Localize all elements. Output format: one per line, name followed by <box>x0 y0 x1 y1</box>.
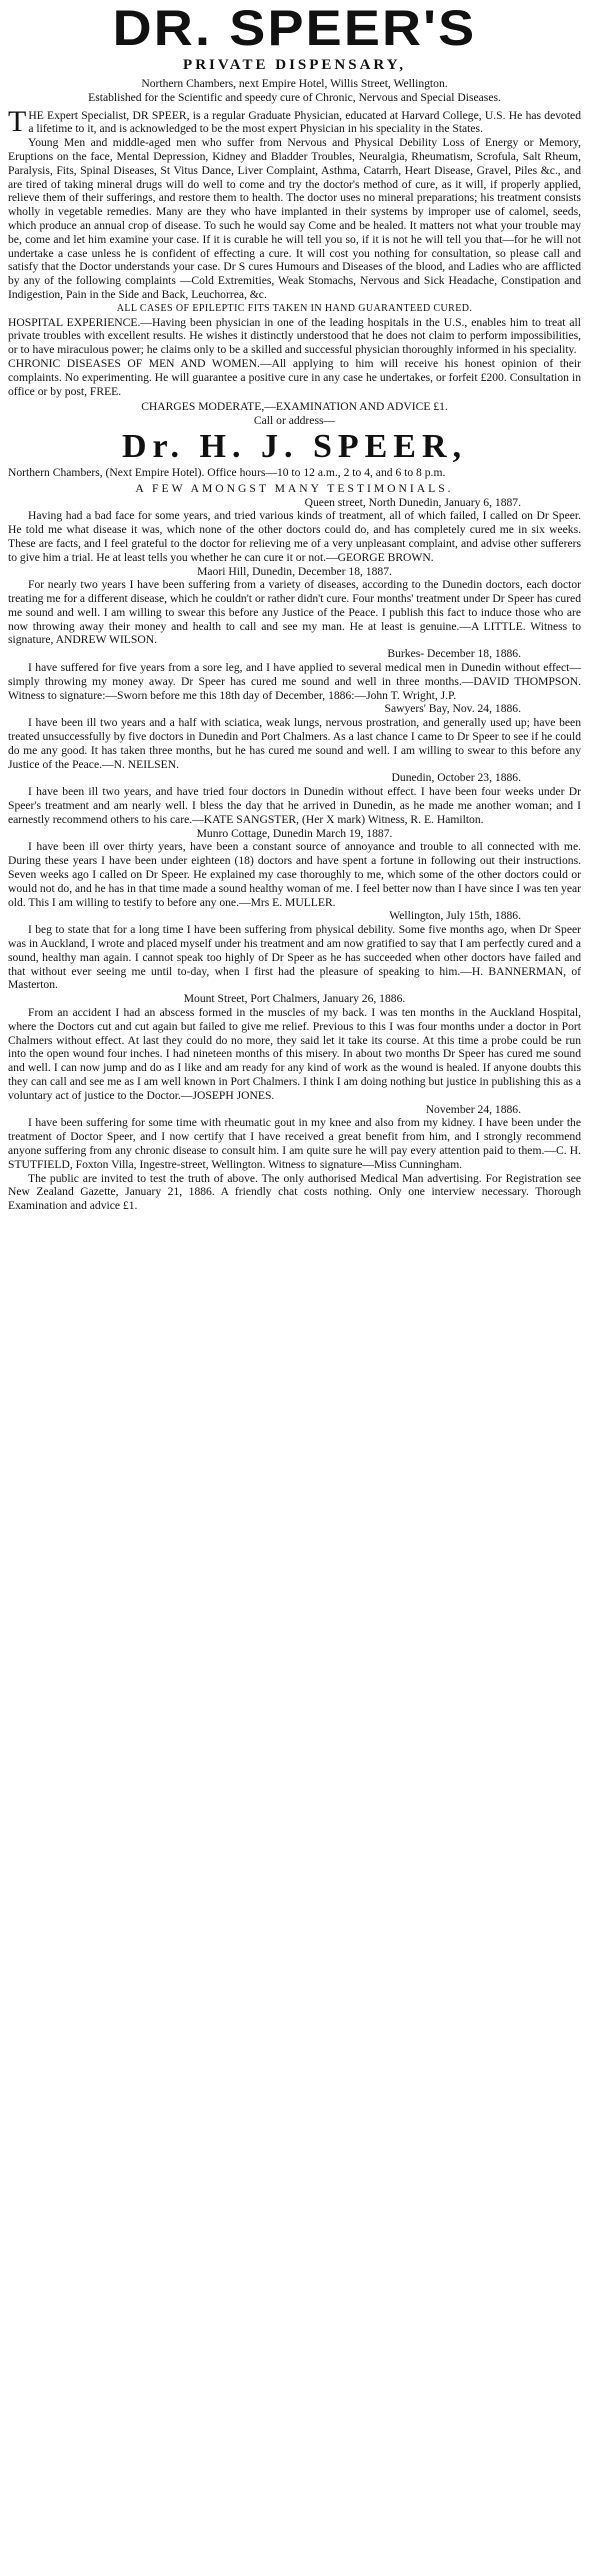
testimonial-1 <box>8 496 581 565</box>
office-hours-line: Northern Chambers, (Next Empire Hotel). Office hours—10 to 12 a.m., 2 to 4, and 6 to 8 p.m. <box>8 465 446 479</box>
testimonial-place: November 24, 1886. <box>425 1102 521 1116</box>
testimonial-text: I have been ill two years and a half with sciatica, weak lungs, nervous prostration, and generally used up; have been treated unsuccessfully by five doctors in Dunedin and Port Chalmers. As a last chance I came to Dr Speer to see if he could do me any good. It has taken three months, but he has cured me sound and well. I am willing to swear to this before any Justice of the Peace.—N. NEILSEN. <box>8 716 581 771</box>
testimonial-9 <box>8 1103 581 1172</box>
drop-cap-letter: T <box>8 104 27 138</box>
epileptic-notice: ALL CASES OF EPILEPTIC FITS TAKEN IN HAND GUARANTEED CURED. <box>116 302 473 314</box>
testimonial-text: I have been ill over thirty years, have been a constant source of annoyance and trouble to all connected with me. During these years I have been under eighteen (18) doctors and have spent a fortune in following out their instructions. Seven weeks ago I called on Dr Speer. He explained my case thoroughly to me, which some of the other doctors could or would not do, and he has in that time made a sound healthy woman of me. I feel better now than I have since I was ten year old. This I am willing to testify to before any one.—Mrs E. MULLER. <box>8 840 581 909</box>
call-address-line: Call or address— <box>253 414 336 428</box>
closing-paragraph: The public are invited to test the truth of above. The only authorised Medical Man advertising. For Registration see New Zealand Gazette, January 21, 1886. A friendly chat costs nothing. Only one interview necessary. Thorough Examination and advice £1. <box>8 1171 581 1213</box>
testimonial-text: Having had a bad face for some years, and tried various kinds of treatment, all of which failed, I called on Dr Speer. He told me what disease it was, which none of the other doctors could do, and has completely cured me in six weeks. These are facts, and I feel grateful to the doctor for relieving me of a very unpleasant complaint, and advise other sufferers to give him a trial. He at least tells you whether he can cure it or not.—GEORGE BROWN. <box>8 509 581 564</box>
testimonial-text: From an accident I had an abscess formed in the muscles of my back. I was ten months in the Auckland Hospital, where the Doctors cut and cut again but failed to give me relief. Previous to this I was four months under a doctor in Port Chalmers without effect. At last they could do no more, they said let it take its course. At this time a probe could be run into the open wound four inches. I had nineteen months of this misery. In about two months Dr Speer has cured me sound and well. I can now jump and do as I like and am ready for any kind of work as the wound is healed. If anyone doubts this they can call and see me as I am well known in Port Chalmers. I think I am doing nothing but justice in publishing this as a voluntary act of justice to the Doctor.—JOSEPH JONES. <box>8 1006 581 1102</box>
testimonial-place: Maori Hill, Dunedin, December 18, 1887. <box>197 564 392 578</box>
testimonial-text: For nearly two years I have been suffering from a variety of diseases, according to the Dunedin doctors, each doctor treating me for a different disease, which he couldn't or rather didn't cure. Four months' treatment under Dr Speer has cured me sound and well. I am willing to swear this before any Justice of the Peace. I publish this fact to induce those who are now throwing away their money and health to call and see my man. He at least is genuine.—A LITTLE. Witness to signature, ANDREW WILSON. <box>8 578 581 647</box>
testimonial-place: Queen street, North Dunedin, January 6, 1887. <box>304 495 521 509</box>
established-line: Established for the Scientific and speedy cure of Chronic, Nervous and Special Diseases. <box>88 90 501 104</box>
testimonial-8 <box>8 992 581 1102</box>
doctor-name-heading: Dr. H. J. SPEER, <box>121 427 468 465</box>
intro-paragraph <box>8 104 581 138</box>
advertisement-subtitle: PRIVATE DISPENSARY, <box>183 57 406 73</box>
chronic-diseases-paragraph: CHRONIC DISEASES OF MEN AND WOMEN.—All applying to him will receive his honest opinion of their complaints. No experimenting. He will guarantee a positive cure in any case he undertakes, or forfeit £200. Consultation in office or by post, FREE. <box>8 356 581 398</box>
testimonial-text: I beg to state that for a long time I have been suffering from physical debility. Some five months ago, when Dr Speer was in Auckland, I wrote and placed myself under his treatment and am now gratified to say that I am perfectly cured and a sound, healthy man again. I cannot speak too highly of Dr Speer as he has succeeded when other doctors have failed and that without ever seeing me until to-day, when I first had the pleasure of speaking to him.—H. BANNERMAN, of Masterton. <box>8 923 581 992</box>
testimonial-text: I have been ill two years, and have tried four doctors in Dunedin without effect. I have been four weeks under Dr Speer's treatment and am nearly well. I bless the day that he arrived in Dunedin, as he made me another woman; and I earnestly recommend others to his care.—KATE SANGSTER, (Her X mark) Witness, R. E. Hamilton. <box>8 785 581 826</box>
charges-line: CHARGES MODERATE,—EXAMINATION AND ADVICE £1. <box>141 400 448 414</box>
ailments-paragraph: Young Men and middle-aged men who suffer from Nervous and Physical Debility Loss of Energy or Memory, Eruptions on the face, Mental Depression, Kidney and Bladder Troubles, Neuralgia, Rheumatism, Scrofula, Salt Rheum, Paralysis, Fits, Spinal Diseases, St Vitus Dance, Liver Complaint, Asthma, Catarrh, Heart Disease, Gravel, Piles &c., and are tired of taking mineral drugs will do well to come and try the doctor's method of cure, as it will, if properly applied, relieve them of their sufferings, and restore them to health. The doctor uses no mineral preparations; his treatment consists wholly in vegetable remedies. Many are they who have implanted in their systems by improper use of calomel, seeds, which produce an annual crop of disease. To such he would say Come and be healed. It matters not what your trouble may be, come and let him examine your case. If it is curable he will tell you so, if it is not he will tell you that—for he will not undertake a case unless he is confident of effecting a cure. It will cost you nothing for consultation, so please call and satisfy that the Doctor understands your case. Dr S cures Humours and Diseases of the blood, and Ladies who are afflicted by any of the following complaints —Cold Extremities, Weak Stomachs, Nervous and Sick Headache, Constipation and Indigestion, Pain in the Side and Back, Leuchorrea, &c. <box>8 136 581 301</box>
testimonials-heading: A FEW AMONGST MANY TESTIMONIALS. <box>135 481 454 495</box>
testimonial-3 <box>8 647 581 702</box>
testimonial-text: I have been suffering for some time with rheumatic gout in my knee and also from my kidney. I have been under the treatment of Doctor Speer, and I now certify that I have received a great benefit from him, and I strongly recommend anyone suffering from any chronic disease to consult him. I am quite sure he will pay every attention paid to them.—C. H. STUTFIELD, Foxton Villa, Ingestre-street, Wellington. Witness to signature—Miss Cunningham. <box>8 1116 581 1171</box>
testimonial-6 <box>8 827 581 910</box>
testimonial-2 <box>8 565 581 648</box>
testimonial-5 <box>8 771 581 826</box>
hospital-experience-paragraph: HOSPITAL EXPERIENCE.—Having been physician in one of the leading hospitals in the U.S., enables him to treat all private troubles with excellent results. He wishes it distinctly understood that he does not claim to perform impossibilities, or to have miraculous power; he claims only to be a skilled and successful physician thoroughly informed in his speciality. <box>8 315 581 357</box>
advertisement-title: DR. SPEER'S <box>112 0 477 56</box>
dispensary-address: Northern Chambers, next Empire Hotel, Willis Street, Wellington. <box>141 77 448 90</box>
testimonial-text: I have suffered for five years from a sore leg, and I have applied to several medical men in Dunedin without effect—simply throwing my money away. Dr Speer has cured me sound and well in three months.—DAVID THOMPSON. Witness to signature:—Sworn before me this 18th day of December, 1886:—John T. Wright, J.P. <box>8 661 581 702</box>
testimonial-place: Wellington, July 15th, 1886. <box>389 909 521 923</box>
testimonial-7 <box>8 909 581 992</box>
testimonial-4 <box>8 702 581 771</box>
testimonial-place: Burkes- December 18, 1886. <box>387 647 521 661</box>
testimonial-place: Mount Street, Port Chalmers, January 26, 1886. <box>183 992 406 1006</box>
testimonial-place: Sawyers' Bay, Nov. 24, 1886. <box>384 702 521 716</box>
testimonial-place: Munro Cottage, Dunedin March 19, 1887. <box>196 826 393 840</box>
intro-text: HE Expert Specialist, DR SPEER, is a regular Graduate Physician, educated at Harvard College, U.S. He has devoted a lifetime to it, and is acknowledged to be the most expert Physician in his speciality in the States. <box>28 108 581 136</box>
testimonial-place: Dunedin, October 23, 1886. <box>391 771 521 785</box>
